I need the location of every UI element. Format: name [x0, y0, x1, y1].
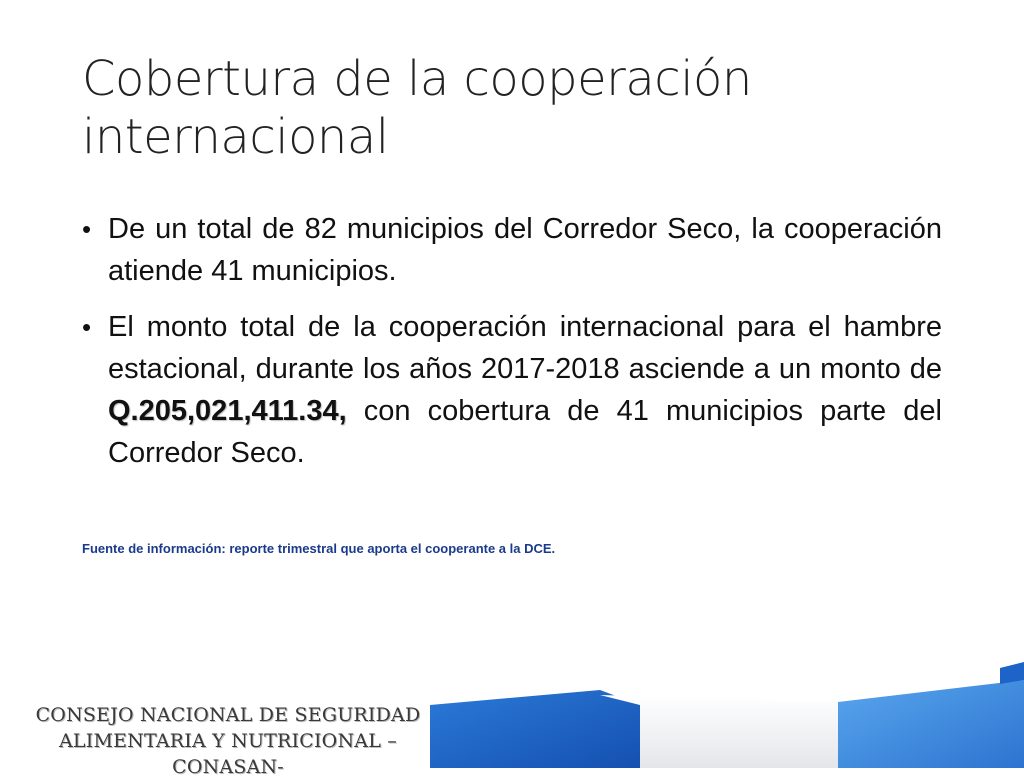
- amount-highlight: Q.205,021,411.34,: [108, 395, 347, 427]
- bullet-marker: •: [82, 312, 92, 342]
- bullet-text-before: El monto total de la cooperación internacional para el hambre estacional, durante los años 2017-2018 asciende a un monto de: [108, 311, 942, 385]
- footer-org-line1: CONSEJO NACIONAL DE SEGURIDAD: [35, 704, 421, 726]
- bullet-text: De un total de 82 municipios del Corredor Seco, la cooperación atiende 41 municipios.: [108, 213, 942, 287]
- source-note: Fuente de información: reporte trimestral que aporta el cooperante a la DCE.: [82, 541, 556, 556]
- band-blue-right: [838, 680, 1024, 768]
- bullet-marker: •: [82, 214, 92, 244]
- band-blue-left: [430, 690, 640, 768]
- slide-title: Cobertura de la cooperación internacional: [82, 51, 752, 165]
- footer-org-line2: ALIMENTARIA Y NUTRICIONAL –CONASAN-: [59, 730, 397, 778]
- footer-organization: [18, 702, 438, 780]
- bullet-text-after: con cobertura de 41 municipios parte del Corredor Seco.: [108, 395, 942, 469]
